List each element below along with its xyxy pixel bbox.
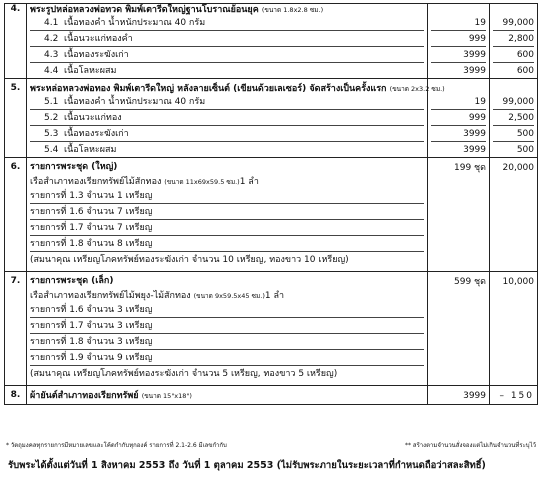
set-qty: 599 ชุด xyxy=(454,277,486,287)
size-note: (ขนาด 11x69x59.5 ซม.) xyxy=(164,178,240,186)
section-content xyxy=(27,272,428,386)
item-label: เนื้อโลหะผสม xyxy=(64,145,117,155)
section-content xyxy=(27,79,445,158)
section-title: รายการพระชุด (ใหญ่) xyxy=(30,162,118,172)
item-label: เนื้อทองระฆังเก่า xyxy=(64,129,129,139)
section-content xyxy=(27,4,428,79)
set-line: รายการที่ 1.8 จำนวน 3 เหรียญ xyxy=(30,337,153,347)
set-line-tail: 1 ลำ xyxy=(264,291,285,301)
item-number: 4.1 xyxy=(44,18,59,28)
item-label: เนื้อนวะแก่ทอง xyxy=(64,113,122,123)
set-line: รายการที่ 1.6 จำนวน 3 เหรียญ xyxy=(30,305,153,315)
item-label: เนื้อทองคำ น้ำหนักประมาณ 40 กรัม xyxy=(64,18,206,28)
item-number: 4.3 xyxy=(44,50,59,60)
order-table xyxy=(4,3,538,405)
item-qty: 3999 xyxy=(463,390,486,401)
set-line: เรือสำเภาทองเรียกทรัพย์ไม้พยุง-ไม้สักทอง xyxy=(30,291,191,301)
item-number: 5.4 xyxy=(44,145,59,155)
section-number: 5. xyxy=(5,79,27,158)
item-qty: 3999 xyxy=(431,49,486,63)
set-line-tail: 1 ลำ xyxy=(239,177,259,187)
section-number: 7. xyxy=(5,272,27,386)
item-label: เนื้อนวะแก่ทองคำ xyxy=(64,34,133,44)
item-number: 5.2 xyxy=(44,113,59,123)
size-note: (ขนาด 1.8x2.8 ซม.) xyxy=(261,6,324,14)
item-qty: 3999 xyxy=(463,145,486,155)
price-cell xyxy=(490,4,538,79)
item-number: 4.2 xyxy=(44,34,59,44)
item-qty: 999 xyxy=(431,33,486,47)
price-cell xyxy=(490,386,538,405)
section-row xyxy=(5,272,538,386)
section-content xyxy=(27,158,428,272)
section-content xyxy=(27,386,428,405)
section-row xyxy=(5,158,538,272)
price-cell xyxy=(490,79,538,158)
size-note: (ขนาด 2x3.2 ซม.) xyxy=(389,85,445,93)
item-label: เนื้อทองคำ น้ำหนักประมาณ 40 กรัม xyxy=(64,97,206,107)
item-price: 99,000 xyxy=(493,17,534,31)
set-line: รายการที่ 1.8 จำนวน 8 เหรียญ xyxy=(30,239,153,249)
section-number: 8. xyxy=(5,386,27,405)
item-number: 4.4 xyxy=(44,66,59,76)
item-label: เนื้อทองระฆังเก่า xyxy=(64,50,129,60)
set-line: รายการที่ 1.7 จำนวน 3 เหรียญ xyxy=(30,321,153,331)
closing-statement: รับพระได้ตั้งแต่วันที่ 1 สิงหาคม 2553 ถึง วันที่ 1 ตุลาคม 2553 (ไม่รับพระภายในระยะเวลาที่กำหนดถือว่าสละสิทธิ์) xyxy=(8,460,486,471)
price-cell xyxy=(490,272,538,386)
item-label: เนื้อโลหะผสม xyxy=(64,66,117,76)
item-number: 5.1 xyxy=(44,97,59,107)
item-price: 99,000 xyxy=(493,96,534,110)
price-cell xyxy=(490,158,538,272)
item-qty: 3999 xyxy=(463,66,486,76)
set-price: 20,000 xyxy=(502,163,534,173)
section-title: พระรูปหล่อหลวงพ่อทวด พิมพ์เตารีดใหญ่ฐานโบราณย้อนยุค xyxy=(30,5,259,15)
section-row xyxy=(5,79,538,158)
set-line: รายการที่ 1.6 จำนวน 7 เหรียญ xyxy=(30,207,153,217)
section-title: พระหล่อหลวงพ่อทอง พิมพ์เตารีดใหญ่ หลังลายเซ็นต์ (เขียนด้วยเลเซอร์) จัดสร้างเป็นครั้งแรก xyxy=(30,84,387,94)
item-price: 2,500 xyxy=(493,112,534,126)
section-title: ผ้ายันต์สำเภาทองเรียกทรัพย์ xyxy=(30,390,139,401)
footnote-right: ** สร้างตามจำนวนสั่งจองแต่ไม่เกินจำนวนที่ระบุไว้ xyxy=(405,442,536,449)
section-row xyxy=(5,4,538,79)
item-price: 2,800 xyxy=(493,33,534,47)
section-row xyxy=(5,386,538,405)
item-qty: 3999 xyxy=(431,128,486,142)
bonus-line: (สมนาคุณ เหรียญโภคทรัพย์ทองระฆังเก่า จำนวน 5 เหรียญ, ทองขาว 5 เหรียญ) xyxy=(30,369,338,379)
item-qty: 999 xyxy=(431,112,486,126)
bonus-line: (สมนาคุณ เหรียญโภคทรัพย์ทองระฆังเก่า จำนวน 10 เหรียญ, ทองขาว 10 เหรียญ) xyxy=(30,255,349,265)
item-price: – 150 xyxy=(499,390,534,401)
item-price: 500 xyxy=(493,128,534,142)
item-price: 600 xyxy=(493,49,534,63)
item-price: 500 xyxy=(516,145,534,155)
item-qty: 19 xyxy=(431,96,486,110)
set-line: รายการที่ 1.3 จำนวน 1 เหรียญ xyxy=(30,191,153,201)
quantity-cell xyxy=(428,158,490,272)
section-title: รายการพระชุด (เล็ก) xyxy=(30,276,114,286)
size-note: (ขนาด 9x59.5x45 ซม.) xyxy=(193,292,265,300)
set-qty: 199 ชุด xyxy=(454,163,486,173)
footnotes xyxy=(6,440,536,450)
section-number: 6. xyxy=(5,158,27,272)
set-price: 10,000 xyxy=(502,277,534,287)
quantity-cell xyxy=(428,272,490,386)
footnote-left: * วัตถุมงคลทุกรายการมีหมายเลขและโค้ดกำกับทุกองค์ รายการที่ 2.1-2.6 มีเลขกำกับ xyxy=(6,442,227,449)
set-line: เรือสำเภาทองเรียกทรัพย์ไม้สักทอง xyxy=(30,177,162,187)
set-line: รายการที่ 1.7 จำนวน 7 เหรียญ xyxy=(30,223,153,233)
item-number: 5.3 xyxy=(44,129,59,139)
quantity-cell xyxy=(428,4,490,79)
section-number: 4. xyxy=(5,4,27,79)
size-note: (ขนาด 15"x18") xyxy=(141,391,192,400)
set-line: รายการที่ 1.9 จำนวน 9 เหรียญ xyxy=(30,353,153,363)
item-qty: 19 xyxy=(431,17,486,31)
quantity-cell xyxy=(428,386,490,405)
item-price: 600 xyxy=(516,66,534,76)
